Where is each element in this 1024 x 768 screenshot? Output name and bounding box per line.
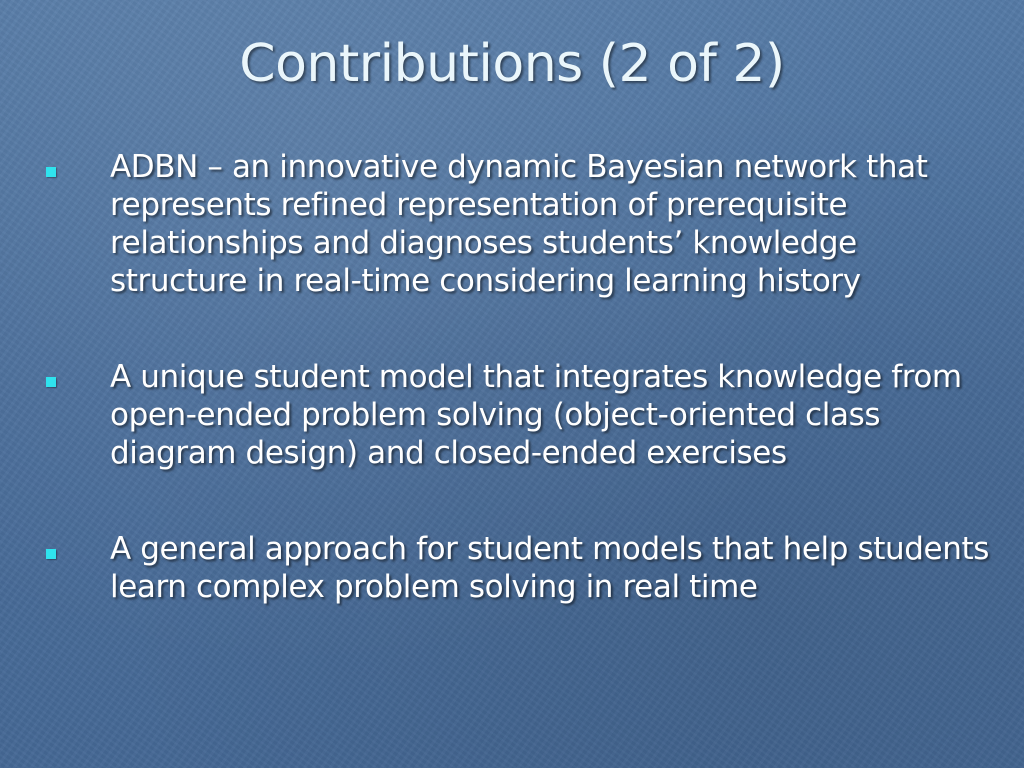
bullet-text-2: A unique student model that integrates knowledge from open-ended problem solving (object-oriented class diagram design) and closed-ended exercises xyxy=(110,359,962,471)
bullet-item-1 xyxy=(40,148,990,300)
bullet-text-1: ADBN – an innovative dynamic Bayesian network that represents refined representation of prerequisite relationships and diagnoses students’ knowledge structure in real-time considering learning history xyxy=(110,149,928,299)
square-bullet-icon xyxy=(46,549,56,559)
bullet-list xyxy=(40,148,990,664)
square-bullet-icon xyxy=(46,377,56,387)
square-bullet-icon xyxy=(46,167,56,177)
slide-title: Contributions (2 of 2) xyxy=(239,34,785,94)
bullet-item-2 xyxy=(40,358,990,472)
bullet-item-3 xyxy=(40,530,990,606)
bullet-text-3: A general approach for student models that help students learn complex problem solving in real time xyxy=(110,531,989,605)
